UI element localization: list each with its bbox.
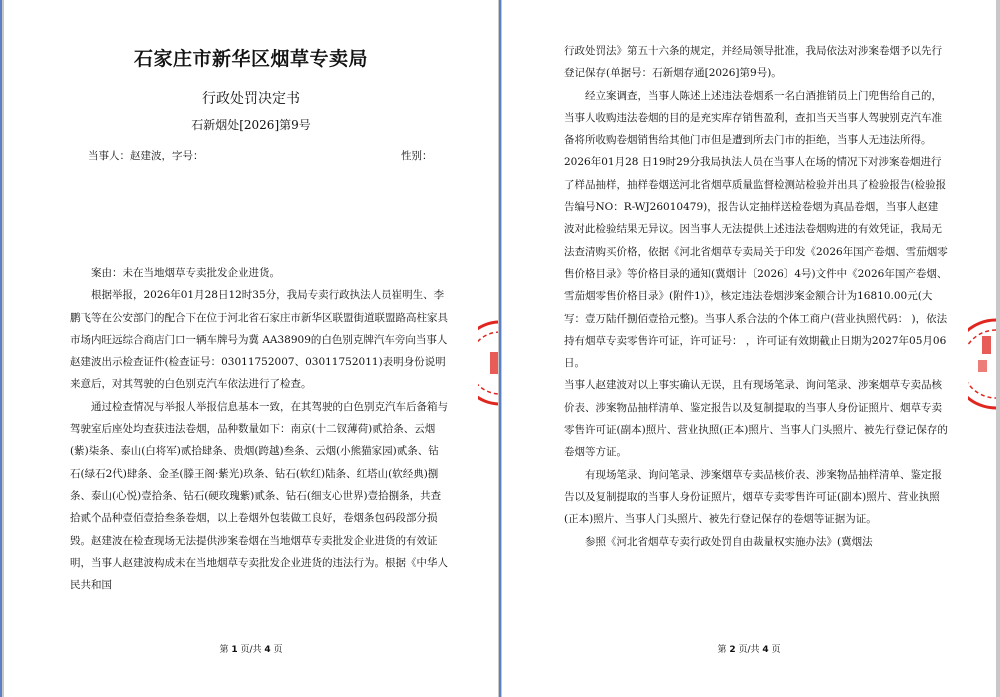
inspection-paragraph: 通过检查情况与举报人举报信息基本一致，在其驾驶的白色别克汽车后备箱与驾驶室后座处均查获违法卷烟，品种数量如下：南京(十二钗薄荷)贰拾条、云烟(紫)柒条、泰山(白将军)贰拾肆条、贵烟(跨越)叁条、云烟(小熊猫家园)贰条、钻石(绿石2代)肆条、金圣(滕王阁·紫光)玖条、钻石(软红)陆条、红塔山(软经典)捌条、泰山(心悦)壹拾条、钻石(硬玫瑰紫)贰条、钻石(细支心世界)壹拾捌条，共查拾贰个品种壹佰壹拾叁条卷烟，以上卷烟外包装做工良好，卷烟条包码段部分损毁。赵建波在检查现场无法提供涉案卷烟在当地烟草专卖批发企业进货的有效证明，当事人赵建波构成未在当地烟草专卖批发企业进货的违法行为。根据《中华人民共和国 xyxy=(70,400,448,592)
official-seal-left-half xyxy=(478,318,498,408)
report-paragraph: 根据举报，2026年01月28日12时35分，我局专卖行政执法人员崔明生、李鹏飞等在公安部门的配合下在位于河北省石家庄市新华区联盟街道联盟路高柱家具市场内旺远综合商店门口一辆车牌号为冀 AA38909的白色别克牌汽车旁向当事人赵建波出示检查证件(检查证号：03011752007、03011752011)表明身份说明来意后，对其驾驶的白色别克汽车依法进行了检查。 xyxy=(70,289,448,391)
gender-label: 性别： xyxy=(401,150,433,162)
document-title: 行政处罚决定书 xyxy=(202,91,300,107)
party-line: 当事人：赵建波，字号： xyxy=(88,150,204,162)
document-page-2 xyxy=(502,0,996,697)
page2-footer: 第 2 页/共 4 页 xyxy=(717,645,781,655)
issuer-title: 石家庄市新华区烟草专卖局 xyxy=(133,48,368,70)
official-seal-right-half xyxy=(968,316,996,412)
page-divider xyxy=(499,0,501,697)
continued-paragraph: 行政处罚法》第五十六条的规定，并经局领导批准，我局依法对涉案卷烟予以先行登记保存(单据号：石新烟存通[2026]第9号)。 xyxy=(564,45,942,80)
case-cause-paragraph: 案由：未在当地烟草专卖批发企业进货。 xyxy=(91,267,280,279)
evidence-paragraph: 有现场笔录、询问笔录、涉案烟草专卖品核价表、涉案物品抽样清单、鉴定报告以及复制提取的当事人身份证照片，烟草专卖零售许可证(副本)照片、营业执照(正本)照片、当事人门头照片、被先行登记保存的卷烟等证据为证。 xyxy=(564,468,942,526)
document-page-1 xyxy=(4,0,498,697)
document-number: 石新烟处[2026]第9号 xyxy=(191,118,311,132)
reference-paragraph: 参照《河北省烟草专卖行政处罚自由裁量权实施办法》(冀烟法 xyxy=(585,535,873,548)
confirmation-paragraph: 当事人赵建波对以上事实确认无误，且有现场笔录、询问笔录、涉案烟草专卖品核价表、涉案物品抽样清单、鉴定报告以及复制提取的当事人身份证照片、烟草专卖零售许可证(副本)照片、营业执照(正本)照片、当事人门头照片、被先行登记保存的卷烟等方证。 xyxy=(564,379,948,459)
left-page-border xyxy=(0,0,2,697)
page1-body xyxy=(70,262,448,596)
investigation-paragraph: 经立案调查，当事人陈述上述违法卷烟系一名白酒推销员上门兜售给自己的，当事人收购违法卷烟的目的是充实库存销售盈利，查扣当天当事人驾驶别克汽车准备将所收购卷烟销售给其他门市但是遭到所去门市的拒绝，当事人无违法所得。2026年01月28 日19时29分我局执法人员在当事人在场的情况下对涉案卷烟进行了样品抽样，抽样卷烟送河北省烟草质量监督检测站检验并出具了检验报告(检验报告编号NO：R-WJ26010479)，报告认定抽样送检卷烟为真品卷烟，当事人赵建波对此检验结果无异议。因当事人无法提供上述违法卷烟购进的有效凭证，我局无法查清购买价格，依据《河北省烟草专卖局关于印发《2026年国产卷烟、雪茄烟零售价格目录》等价格目录的通知(冀烟计〔2026〕4号)文件中《2026年国产卷烟、雪茄烟零售价格目录》(附件1)》，核定违法卷烟涉案金额合计为16810.00元(大写：壹万陆仟捌佰壹拾元整)。当事人系合法的个体工商户(营业执照代码： )，依法持有烟草专卖零售许可证，许可证号： ，许可证有效期截止日期为2027年05月06日。 xyxy=(564,89,948,370)
page1-footer: 第 1 页/共 4 页 xyxy=(219,645,283,655)
page2-body xyxy=(564,40,948,553)
